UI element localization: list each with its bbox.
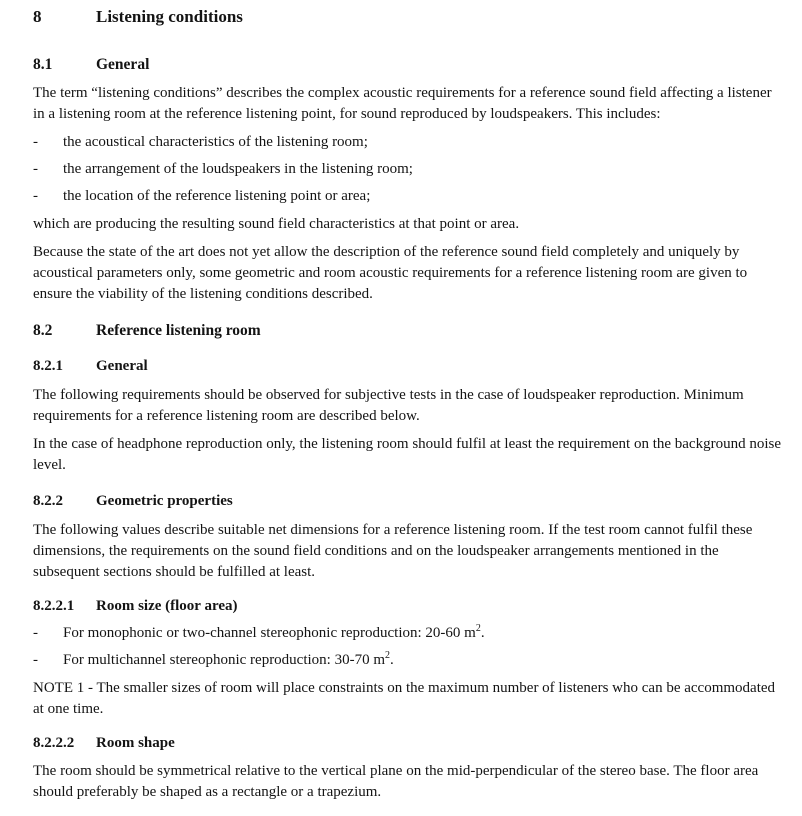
section-number: 8.2.2.2 [33, 735, 75, 751]
section-title: Room shape [96, 735, 175, 751]
paragraph: The following requirements should be observed for subjective tests in the case of loudspeaker reproduction. Minimum requirements for a reference listening room are described below. [33, 387, 744, 424]
paragraph: The term “listening conditions” describes the complex acoustic requirements for a reference sound field affecting a listener in a listening room at the reference listening point, for sound reproduced by loudspeakers. This includes: [33, 85, 772, 122]
list-item-dash: - [33, 134, 38, 150]
section-heading-8.2.2 [33, 491, 787, 512]
section-heading-8.2.2.1 [33, 596, 787, 617]
list-item-text: the acoustical characteristics of the listening room; [63, 134, 368, 150]
section-heading-8.2 [33, 320, 787, 341]
list-item-dash: - [33, 652, 38, 668]
section-number: 8.2 [33, 322, 53, 339]
section-heading-8.2.1 [33, 356, 787, 377]
section-title: Reference listening room [96, 322, 261, 339]
paragraph: The following values describe suitable net dimensions for a reference listening room. If the test room cannot fulfil these dimensions, the requirements on the sound field conditions and on the loudspeaker arrangements mentioned in the subsequent sections should be fulfilled at least. [33, 522, 753, 580]
section-number: 8.2.2 [33, 493, 63, 509]
document-content [33, 5, 787, 803]
superscript: 2 [385, 650, 391, 661]
list-item-dash: - [33, 188, 38, 204]
paragraph: The room should be symmetrical relative to the vertical plane on the mid-perpendicular of the stereo base. The floor area should preferably be shaped as a rectangle or a trapezium. [33, 763, 759, 800]
section-heading-8.1 [33, 54, 787, 75]
list-item-text: the arrangement of the loudspeakers in the listening room; [63, 161, 413, 177]
paragraph: NOTE 1 - The smaller sizes of room will place constraints on the maximum number of listeners who can be accommodated at one time. [33, 680, 776, 717]
section-number: 8 [33, 7, 42, 26]
list-item [33, 650, 787, 671]
paragraph: which are producing the resulting sound field characteristics at that point or area. [33, 216, 520, 232]
list-item [33, 623, 787, 644]
paragraph: In the case of headphone reproduction only, the listening room should fulfil at least the requirement on the background noise level. [33, 436, 781, 473]
list-item-dash: - [33, 161, 38, 177]
list-item-text: For multichannel stereophonic reproduction: 30-70 $m^2$. [63, 650, 394, 668]
section-number: 8.1 [33, 56, 53, 73]
list-item [33, 132, 787, 153]
section-title: Geometric properties [96, 493, 233, 509]
list-item [33, 159, 787, 180]
list-item-text: For monophonic or two-channel stereophonic reproduction: 20-60 $m^2$. [63, 623, 485, 641]
section-title: Listening conditions [96, 7, 243, 26]
section-heading-8.2.2.2 [33, 733, 787, 754]
section-number: 8.2.2.1 [33, 598, 75, 614]
superscript: 2 [475, 623, 481, 634]
list-item-dash: - [33, 625, 38, 641]
section-title: General [96, 56, 150, 73]
section-number: 8.2.1 [33, 358, 63, 374]
list-item [33, 186, 787, 207]
section-title: Room size (floor area) [96, 598, 238, 614]
section-heading-8 [33, 5, 787, 29]
paragraph: Because the state of the art does not yet allow the description of the reference sound field completely and uniquely by acoustical parameters only, some geometric and room acoustic requirements for a reference listening room are given to ensure the viability of the listening conditions described. [33, 244, 748, 302]
section-title: General [96, 358, 148, 374]
list-item-text: the location of the reference listening point or area; [63, 188, 371, 204]
